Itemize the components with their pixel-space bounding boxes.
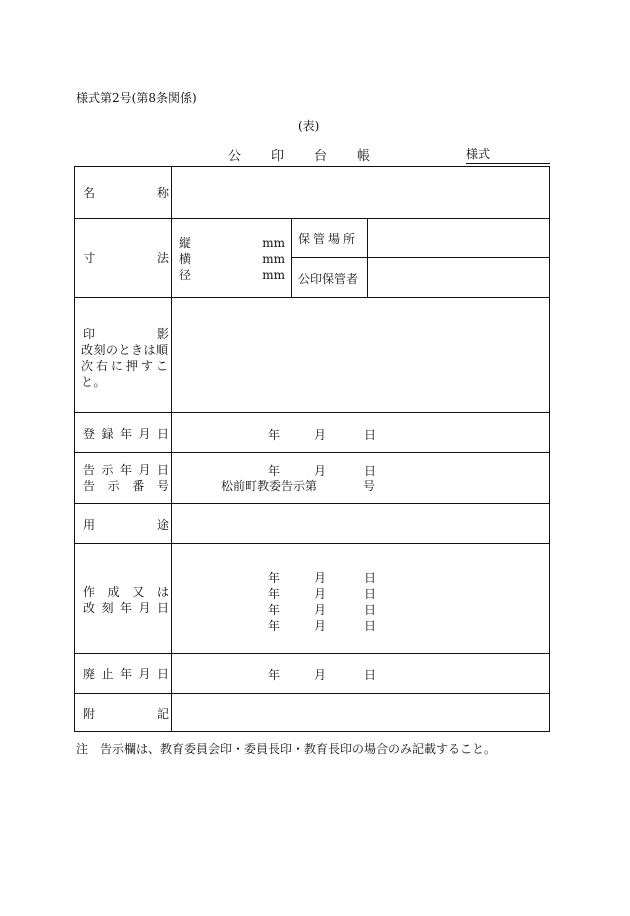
row-divider bbox=[75, 452, 549, 453]
row-divider bbox=[291, 257, 549, 258]
size-divider bbox=[367, 218, 368, 297]
row-divider bbox=[75, 693, 549, 694]
custodian-label: 公印保管者 bbox=[298, 272, 359, 286]
label-usage: 用 途 bbox=[83, 518, 169, 532]
title-char: 帳 bbox=[357, 149, 371, 164]
created-date: 年 月 日 bbox=[268, 571, 377, 585]
title-char: 台 bbox=[314, 149, 328, 164]
label-column-divider bbox=[171, 167, 172, 731]
storage-place-label: 保管場所 bbox=[298, 232, 359, 246]
notice-date: 年 月 日 bbox=[268, 464, 377, 478]
row-divider bbox=[75, 412, 549, 413]
row-divider bbox=[75, 543, 549, 544]
label-notice-number: 告 示 番 号 bbox=[83, 479, 169, 493]
created-date: 年 月 日 bbox=[268, 619, 377, 633]
label-created-2: 改 刻 年 月 日 bbox=[83, 601, 169, 615]
footnote: 注 告示欄は、教育委員会印・委員長印・教育長印の場合のみ記載すること。 bbox=[76, 742, 497, 756]
title-char: 公 bbox=[228, 149, 242, 164]
title-char: 印 bbox=[271, 149, 285, 164]
face-label: (表) bbox=[298, 119, 320, 133]
label-notice-date: 告 示 年 月 日 bbox=[83, 463, 169, 477]
created-date: 年 月 日 bbox=[268, 603, 377, 617]
label-created-1: 作 成 又 は bbox=[83, 585, 169, 599]
row-divider bbox=[75, 297, 549, 298]
form-number: 様式第2号(第8条関係) bbox=[76, 91, 197, 105]
size-divider bbox=[291, 218, 292, 297]
row-divider bbox=[75, 218, 549, 219]
label-remarks: 附 記 bbox=[83, 707, 169, 721]
size-dimensions: 縦 mm 横 mm 径 mm bbox=[179, 236, 285, 282]
impression-note: 改刻のときは順 次右に押すこ と。 bbox=[81, 343, 172, 389]
label-abolished: 廃 止 年 月 日 bbox=[83, 667, 169, 681]
notice-number: 松前町教委告示第 号 bbox=[221, 479, 376, 493]
label-size: 寸 法 bbox=[83, 251, 169, 265]
row-divider bbox=[75, 503, 549, 504]
seal-register-table bbox=[74, 166, 550, 732]
label-registered: 登 録 年 月 日 bbox=[83, 427, 169, 441]
created-date: 年 月 日 bbox=[268, 587, 377, 601]
page-title bbox=[228, 145, 400, 164]
registered-date: 年 月 日 bbox=[268, 428, 377, 442]
label-impression: 印 影 bbox=[83, 327, 169, 341]
style-label: 様式 bbox=[466, 145, 550, 164]
row-divider bbox=[75, 653, 549, 654]
abolished-date: 年 月 日 bbox=[268, 668, 377, 682]
label-name: 名 称 bbox=[83, 186, 169, 200]
